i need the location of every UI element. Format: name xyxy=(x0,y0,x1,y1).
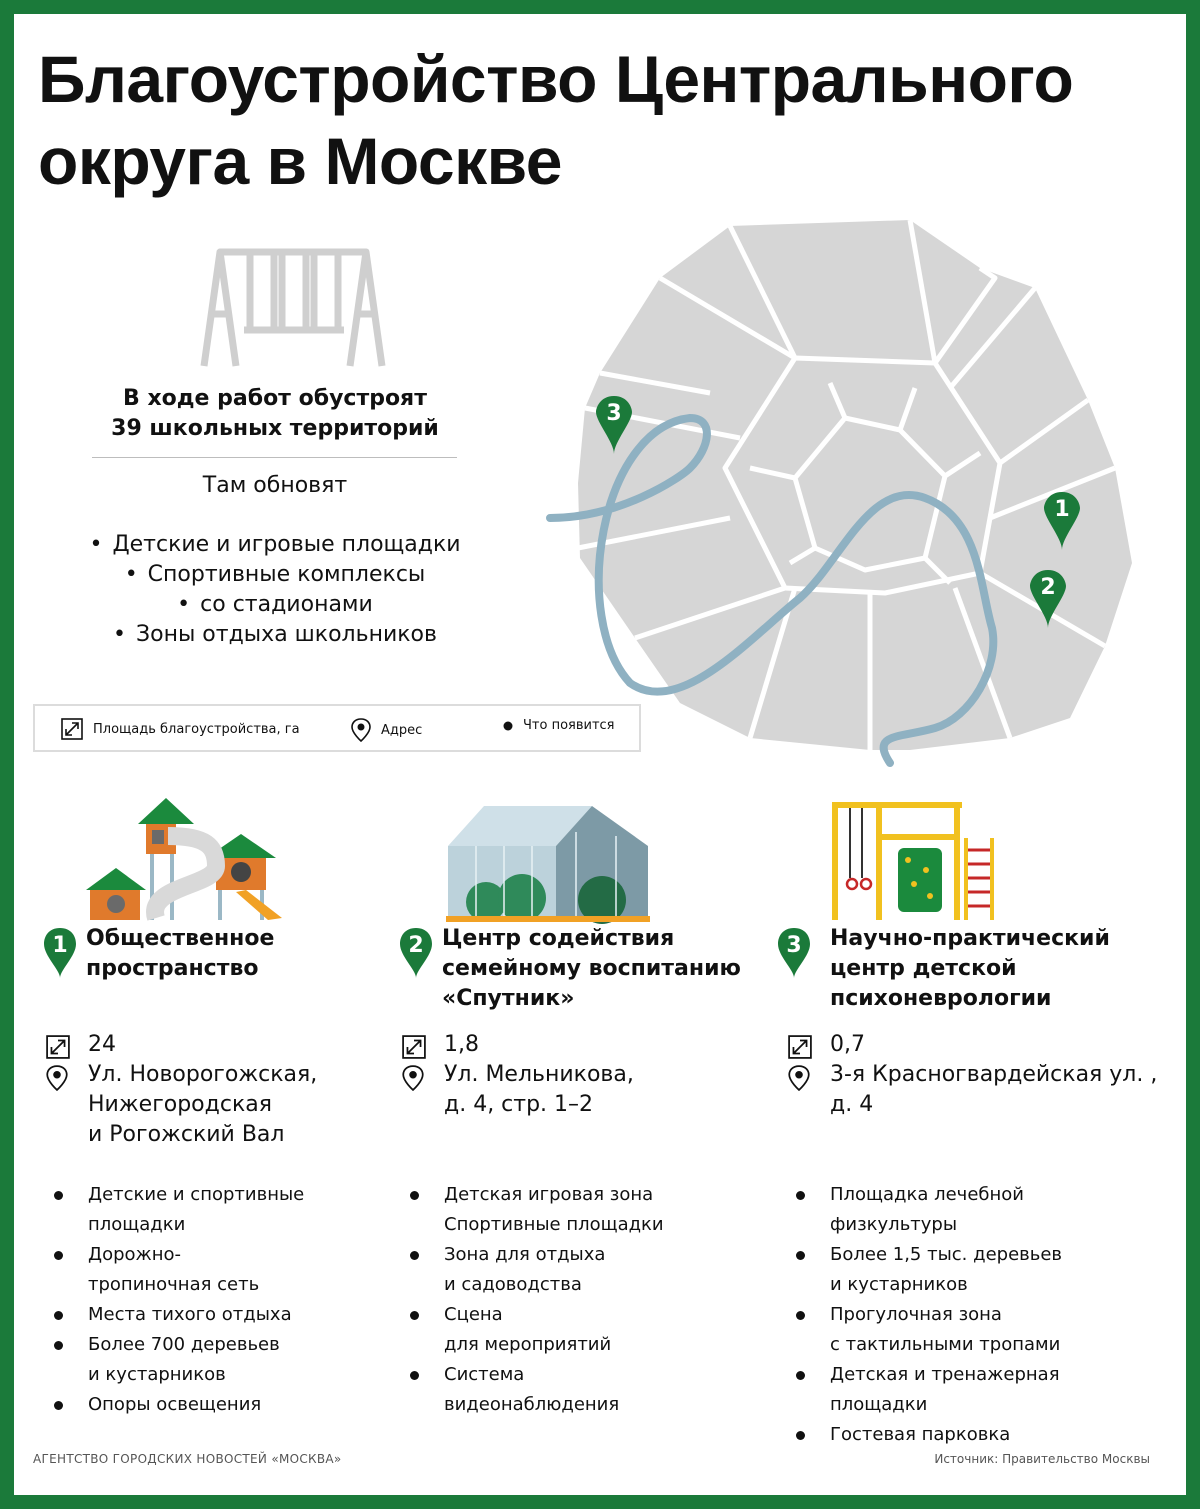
feature-item: Дорожно- xyxy=(44,1240,304,1270)
district-map xyxy=(540,218,1145,778)
green-pin-icon xyxy=(776,926,812,978)
area-value: 1,8 xyxy=(444,1032,479,1057)
title-line: психоневрологии xyxy=(830,986,1052,1011)
sports-frame-icon xyxy=(828,800,1000,924)
legend-address-label: Адрес xyxy=(381,722,423,738)
feature-item: Детская и тренажерная xyxy=(786,1360,1062,1390)
legend-area xyxy=(61,718,300,740)
playground-icon xyxy=(86,796,282,924)
page-title xyxy=(38,38,1073,202)
feature-item: Сцена xyxy=(400,1300,664,1330)
legend-area-label: Площадь благоустройства, га xyxy=(93,721,300,737)
area-value: 24 xyxy=(88,1032,116,1057)
feature-item: Детская игровая зона xyxy=(400,1180,664,1210)
site-3-title xyxy=(830,924,1110,1014)
site-2-features xyxy=(400,1180,664,1420)
feature-item-cont: площадки xyxy=(88,1214,186,1235)
address-line: 3-я Красногвардейская ул. , xyxy=(830,1062,1158,1087)
feature-item-cont: площадки xyxy=(830,1394,928,1415)
feature-item: Места тихого отдыха xyxy=(44,1300,304,1330)
area-icon xyxy=(61,718,83,740)
feature-item-cont: и кустарников xyxy=(830,1274,968,1295)
renew-item: • Зоны отдыха школьников xyxy=(60,620,490,650)
title-line-1: Благоустройство Центрального xyxy=(38,42,1074,116)
title-line: Научно-практический xyxy=(830,926,1110,951)
feature-item-cont: тропиночная сеть xyxy=(88,1274,260,1295)
feature-item-cont: и кустарников xyxy=(88,1364,226,1385)
address-line: д. 4 xyxy=(830,1092,874,1117)
lead-line-1: В ходе работ обустроят xyxy=(123,386,427,411)
title-line: Общественное xyxy=(86,926,275,951)
site-1-features xyxy=(44,1180,304,1420)
renew-item: • Спортивные комплексы xyxy=(60,560,490,590)
location-pin-icon xyxy=(788,1065,810,1091)
area-icon xyxy=(402,1035,426,1059)
title-line-2: округа в Москве xyxy=(38,124,563,198)
lead-text xyxy=(90,384,460,444)
feature-item: Гостевая парковка xyxy=(786,1420,1062,1450)
feature-item: Опоры освещения xyxy=(44,1390,304,1420)
site-2-title xyxy=(442,924,741,1014)
legend-address xyxy=(351,718,422,742)
feature-item-cont: физкультуры xyxy=(830,1214,958,1235)
green-pin-icon xyxy=(42,926,78,978)
renew-title: Там обновят xyxy=(202,473,348,498)
bullet-icon xyxy=(503,721,513,731)
feature-item: Более 700 деревьев xyxy=(44,1330,304,1360)
feature-item: Система xyxy=(400,1360,664,1390)
renew-list xyxy=(60,530,490,650)
renew-item: • Детские и игровые площадки xyxy=(60,530,490,560)
footer-agency: АГЕНТСТВО ГОРОДСКИХ НОВОСТЕЙ «МОСКВА» xyxy=(33,1452,342,1466)
feature-item-cont: с тактильными тропами xyxy=(830,1334,1061,1355)
svg-text:3: 3 xyxy=(606,401,622,426)
divider xyxy=(92,457,457,458)
title-line: семейному воспитанию xyxy=(442,956,741,981)
address-text xyxy=(88,1060,317,1150)
renew-item-text: со стадионами xyxy=(200,592,373,617)
lead-line-2: 39 школьных территорий xyxy=(111,416,439,441)
greenhouse-icon xyxy=(446,802,650,924)
area-value: 0,7 xyxy=(830,1032,865,1057)
address-line: и Рогожский Вал xyxy=(88,1122,285,1147)
svg-text:3: 3 xyxy=(786,933,802,958)
title-line: Центр содействия xyxy=(442,926,675,951)
renew-item-continuation xyxy=(60,590,490,620)
title-line: центр детской xyxy=(830,956,1017,981)
title-line: «Спутник» xyxy=(442,986,575,1011)
feature-item-cont: видеонаблюдения xyxy=(444,1394,620,1415)
feature-item-cont: для мероприятий xyxy=(444,1334,612,1355)
feature-item: Площадка лечебной xyxy=(786,1180,1062,1210)
location-pin-icon xyxy=(402,1065,424,1091)
address-line: Ул. Новорогожская, xyxy=(88,1062,318,1087)
svg-text:1: 1 xyxy=(52,933,68,958)
svg-text:2: 2 xyxy=(1040,575,1056,600)
swing-icon xyxy=(198,244,388,372)
legend-what xyxy=(503,718,615,733)
address-text xyxy=(444,1060,634,1120)
green-pin-icon xyxy=(398,926,434,978)
address-line: Нижегородская xyxy=(88,1092,272,1117)
feature-item-cont: и садоводства xyxy=(444,1274,582,1295)
svg-text:2: 2 xyxy=(408,933,424,958)
address-text xyxy=(830,1060,1157,1120)
location-pin-icon xyxy=(351,718,371,742)
address-line: д. 4, стр. 1–2 xyxy=(444,1092,594,1117)
feature-item: Более 1,5 тыс. деревьев xyxy=(786,1240,1062,1270)
site-3-features xyxy=(786,1180,1062,1450)
feature-item: Прогулочная зона xyxy=(786,1300,1062,1330)
area-icon xyxy=(788,1035,812,1059)
title-line: пространство xyxy=(86,956,259,981)
svg-text:1: 1 xyxy=(1054,497,1070,522)
address-line: Ул. Мельникова, xyxy=(444,1062,634,1087)
legend-what-label: Что появится xyxy=(523,718,615,733)
area-icon xyxy=(46,1035,70,1059)
location-pin-icon xyxy=(46,1065,68,1091)
feature-item: Спортивные площадки xyxy=(444,1214,664,1235)
feature-item: Детские и спортивные xyxy=(44,1180,304,1210)
feature-item: Зона для отдыха xyxy=(400,1240,664,1270)
footer-source: Источник: Правительство Москвы xyxy=(934,1452,1150,1466)
site-1-title xyxy=(86,924,274,984)
legend xyxy=(33,704,641,752)
